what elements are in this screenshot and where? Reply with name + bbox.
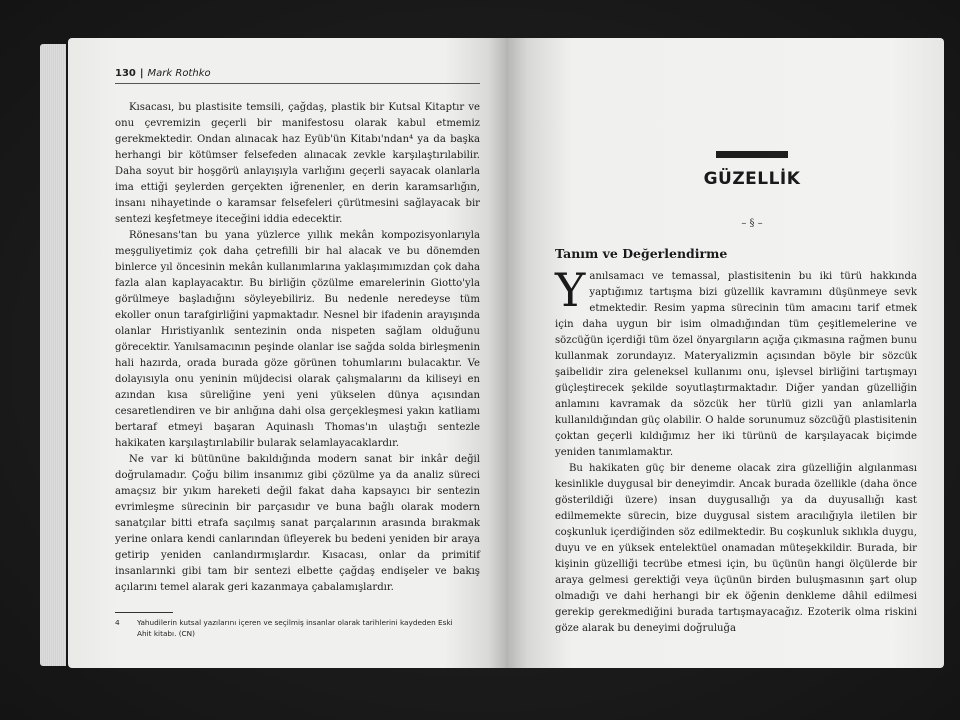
left-page-body — [115, 100, 480, 596]
right-page-body — [555, 263, 917, 637]
section-heading: Tanım ve Değerlendirme — [555, 246, 728, 261]
running-title: Mark Rothko — [147, 68, 211, 79]
footnote-rule — [115, 612, 173, 613]
paragraph: Bu hakikaten güç bir deneme olacak zira güzelliğin algılanması kesinlikle duygusal bir deneyimdir. Ancak burada özellikle (daha önce gösterildiği üzere) insan duygusallığı ya da duyusallığı kast edilmemekte sürecin, bize duygusal sistem aracılığıyla iletilen bir coşkunluk içerdiğinden söz edilmektedir. Bu coşkunluk sıklıkla duygu, duyu ve en yüksek entelektüel onamadan müteşekkildir. Burada, bir kişinin güzelliği tecrübe etmesi için, bu üçünün hangi ölçülerde bir araya gelmesi gerektiği veya üçünün birden buluşmasının şart olup olmadığı ve dahi herhangi bir ek öğenin denkleme dâhil edilmesi gerekip gerekmediğini burada tartışmayacağız. Ezoterik olma riskini göze alarak bu deneyimi doğruluğa — [555, 463, 917, 634]
running-head — [115, 68, 480, 84]
paragraph: Kısacası, bu plastisite temsili, çağdaş, plastik bir Kutsal Kitaptır ve onu çevremizin geçerli bir manifestosu olarak kabul etmemiz gerekmektedir. Ondan alınacak haz Eyüb'ün Kitabı'ndan⁴ ya da başka herhangi bir kötümser felsefeden alınacak zevkle karşılaştırılabilir. Daha soyut bir hoşgörü anlayışıyla varlığını geçerli sayacak olanlarla ima ettiği şeylerden gerçekten iğrenenler, en derin karamsarlığın, insanı nihayetinde o karamsar felsefeleri çürütmesini sağlayacak bir sentezi keşfetmeye iteceğini iddia edecektir. — [115, 102, 480, 225]
chapter-title: GÜZELLİK — [703, 169, 801, 189]
paragraph: Rönesans'tan bu yana yüzlerce yıllık mekân kompozisyonlarıyla meşguliyetimiz çok daha çetrefilli bir hal alacak ve bu dönemden binlerce yıl öncesinin mekân kullanımlarına yaklaşımımızdan çok daha fazla alan kaplayacaktır. Bu birliğin çözülme emarelerinin Giotto'yla görülmeye başladığını söyleyebiliriz. Bu nedenle neredeyse tüm ekoller onun tarafgirliğini yapmaktadır. Nesnel bir ifadenin arayışında olanlar Hıristiyanlık sentezinin onda nispeten sağlam olduğunu görecektir. Yanılsamacının peşinde olanlar ise sağda solda birleşmenin hali hazırda, orada burada göze görünen tohumlarını bulacaktır. Ve dolayısıyla onu yeninin müjdecisi olarak çalışmalarını da kiliseyi en azından kısa süreliğine yeni yeni yükselen dünya açısından cesaretlendiren ve bir anlığına dahi olsa gerçekleşmesi yakın katliamı bertaraf etmeyi başaran Aquinaslı Thomas'ın ulaştığı sentezle hakikaten karşılaştırılabilir bularak selamlayacaklardır. — [115, 230, 480, 449]
page-block-left-edge — [40, 44, 66, 666]
page-number: 130 — [115, 68, 136, 79]
paragraph-text: anılsamacı ve temassal, plastisitenin bu iki türü hakkında yaptığımız tartışma bizi güzellik kavramını düşünmeye sevk etmektedir. Resim yapma sürecinin tüm amacını tarif etmek için daha uygun bir isim olmadığından tüm çeşitlemelerine ve sözcüğün içerdiği tüm özel önyargıların açığa çıkmasına rağmen bunu kullanmak zorundayız. Materyalizmin açısından böyle bir sözcük şaibelidir zira geleneksel kullanımı onu, işlevsel birliğini tartışmayı güçleştirecek şekilde soyutlaştırmaktadır. Diğer yandan güzelliğin anlamını kavramak da sözcük her türlü gizli yan anlamlarla kullanıldığından güç olabilir. O halde sorunumuz sözcüğü plastisitenin çoktan geçerli kıldığımız her iki türünü de karşılayacak biçimde yeniden tanımlamaktır. — [555, 271, 917, 458]
drop-cap: Y — [555, 263, 586, 317]
section-ornament: – § – — [741, 218, 763, 229]
left-page — [68, 38, 506, 668]
footnote-number: 4 — [115, 618, 120, 627]
right-page — [506, 38, 944, 668]
paragraph — [555, 263, 917, 461]
open-book — [40, 30, 940, 675]
footnote-text: Yahudilerin kutsal yazılarını içeren ve seçilmiş insanlar olarak tarihlerini kaydeden Eski Ahit kitabı. (CN) — [137, 618, 453, 638]
footnote — [115, 617, 455, 639]
paragraph: Ne var ki bütününe bakıldığında modern sanat bir inkâr değil doğrulamadır. Çoğu bilim insanımız gibi çözülme ya da analiz süreci amaçsız bir yıkım hareketi değil fakat daha kapsayıcı bir sentezin evrimleşme sürecinin bir parçasıdır ve buna bağlı olarak modern sanatçılar bitti etrafa saçılmış sanat parçalarının arasında bırakmak yerine onlara kendi canlarından üfleyerek bu bedeni yeniden bir araya getirip yeniden canlandırmışlardır. Kısacası, onlar da primitif insanlarınki gibi tam bir sentezi elbette çağdaş endişeler ve bakış açılarını temel alarak geri kazanmaya çabalamışlardır. — [115, 454, 480, 593]
running-head-separator: | — [139, 68, 144, 79]
chapter-bar-ornament — [716, 151, 788, 158]
